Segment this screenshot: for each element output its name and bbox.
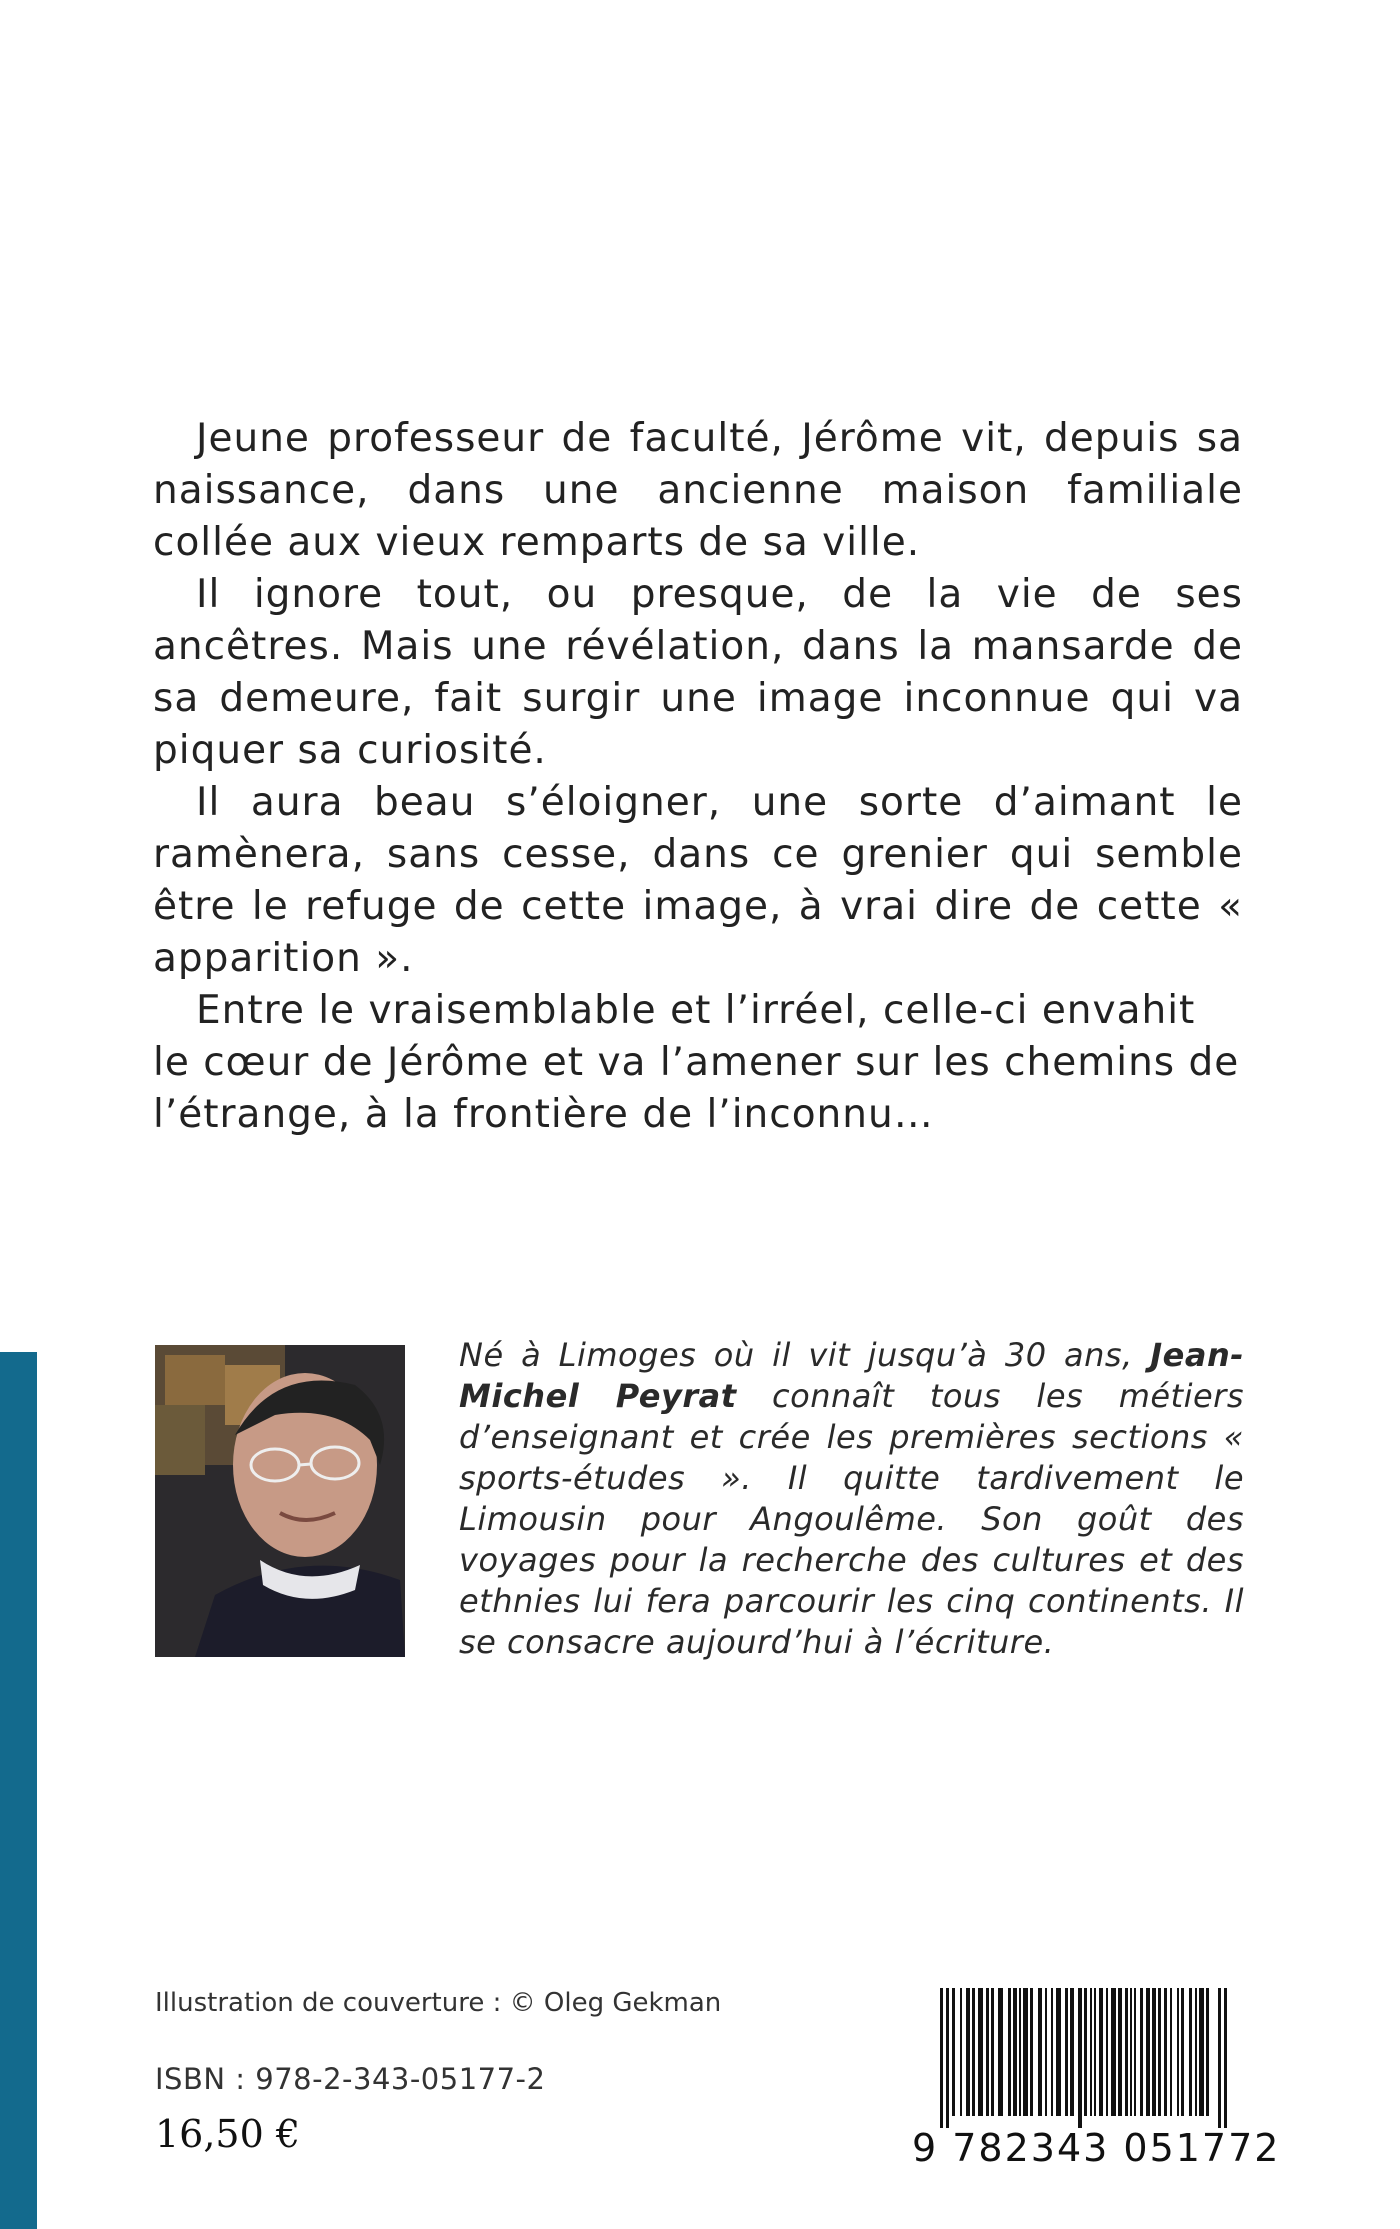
barcode-bar [978,1988,983,2116]
back-cover-blurb [153,413,1243,1141]
blurb-paragraph: Il ignore tout, ou presque, de la vie de ses ancêtres. Mais une révélation, dans la mansarde de sa demeure, fait surgir une image inconnue qui va piquer sa curiosité. [153,572,1243,773]
barcode-bar [1084,1988,1087,2116]
barcode-bar [1158,1988,1161,2116]
barcode-bar [1125,1988,1128,2116]
author-name: Jean-Michel Peyrat [459,1336,1244,1415]
barcode-bar [1030,1988,1033,2116]
barcode-bar [1164,1988,1167,2116]
blurb-paragraph: Entre le vraisemblable et l’irréel, celle-ci envahit le cœur de Jérôme et va l’amener sur les chemins de l’étrange, à la frontière de l’inconnu… [153,988,1240,1137]
barcode-bar [1189,1988,1192,2116]
barcode-bar [998,1988,1003,2116]
barcode-bar [1118,1988,1122,2116]
barcode-bar [1146,1988,1150,2116]
barcode-bar [1106,1988,1108,2116]
barcode-bar [986,1988,989,2116]
price: 16,50 € [155,2112,301,2156]
barcode-bar [1181,1988,1184,2116]
barcode-bar [1065,1988,1068,2116]
barcode-bar [1078,1988,1082,2128]
barcode-bar [1094,1988,1096,2116]
blurb-paragraph: Jeune professeur de faculté, Jérôme vit, depuis sa naissance, dans une ancienne maison familiale collée aux vieux remparts de sa ville. [153,416,1243,565]
barcode-bar [1090,1988,1092,2116]
barcode-bar [1056,1988,1061,2116]
barcode-bar [1130,1988,1132,2116]
isbn: ISBN : 978-2-343-05177-2 [155,2062,546,2096]
barcode-bar [1023,1988,1028,2116]
blurb-paragraph: Il aura beau s’éloigner, une sorte d’aimant le ramènera, sans cesse, dans ce grenier qui semble être le refuge de cette image, à vrai dire de cette « apparition ». [153,780,1243,981]
barcode-bar [1111,1988,1116,2116]
barcode-bar [972,1988,975,2116]
barcode-bar [1224,1988,1227,2128]
barcode-bar [1051,1988,1053,2116]
barcode-bar [1152,1988,1156,2116]
barcode-bar [1177,1988,1179,2116]
barcode-bar [960,1988,962,2116]
bio-rest: connaît tous les métiers d’enseignant et crée les premières sections « sports-études ». Il quitte tardivement le Limousin pour Angoulême. Son goût des voyages pour la recherche des cultures et des ethnies lui fera parcourir les cinq continents. Il se consacre aujourd’hui à l’écriture. [459,1377,1245,1661]
barcode-bar [1099,1988,1103,2116]
barcode-bar [952,1988,955,2116]
barcode-bar [991,1988,994,2116]
barcode-bar [1170,1988,1172,2116]
barcode-bar [1070,1988,1074,2116]
barcode-bar [1195,1988,1197,2116]
author-bio [459,1335,1244,1663]
side-accent-bar [0,1352,37,2229]
barcode-bar [1140,1988,1143,2116]
barcode-bar [1019,1988,1021,2116]
barcode-bar [1218,1988,1221,2128]
barcode-digits: 9 782343 051772 [912,2126,1281,2170]
barcode-bar [946,1988,949,2128]
barcode-bar [940,1988,943,2128]
author-photo [155,1345,405,1657]
cover-illustration-credit: Illustration de couverture : © Oleg Gekman [155,1988,722,2018]
barcode-bar [1199,1988,1204,2116]
barcode-bar [1045,1988,1047,2116]
barcode-bar [1134,1988,1136,2116]
barcode-bars [912,1988,1246,2128]
barcode-bar [1008,1988,1011,2116]
bio-intro: Né à Limoges où il vit jusqu’à 30 ans, [459,1336,1151,1374]
barcode-bar [1038,1988,1042,2116]
barcode-bar [966,1988,970,2116]
barcode [912,1988,1281,2178]
barcode-bar [1206,1988,1209,2116]
barcode-bar [1013,1988,1017,2116]
